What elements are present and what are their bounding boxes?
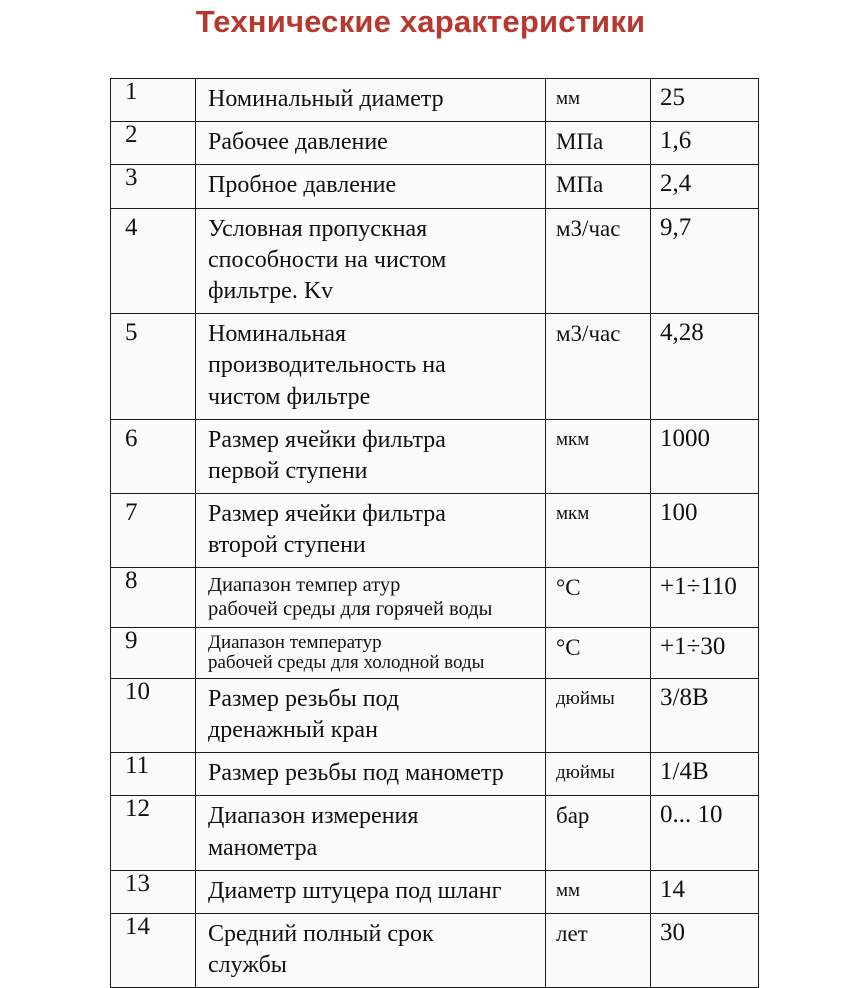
row-value: 30 — [660, 919, 685, 947]
name-line: Диапазон темпер атур — [208, 574, 401, 597]
row-number-cell — [111, 678, 196, 752]
row-value: 9,7 — [660, 213, 692, 241]
name-line: Диапазон измерения — [208, 803, 419, 830]
name-line: чистом фильтре — [208, 383, 371, 410]
row-number-cell — [111, 914, 196, 988]
row-value: 1000 — [660, 424, 710, 452]
row-unit: МПа — [556, 129, 604, 155]
row-number: 10 — [125, 677, 150, 705]
row-value-cell — [651, 419, 759, 493]
row-number: 5 — [125, 319, 138, 347]
row-value-cell — [651, 122, 759, 165]
specifications-table — [110, 78, 759, 988]
row-unit: лет — [556, 921, 588, 947]
row-unit: мм — [556, 879, 581, 901]
name-line: Пробное давление — [208, 172, 397, 199]
name-line: Размер ячейки фильтра — [208, 426, 446, 453]
row-value-cell — [651, 628, 759, 679]
name-line: манометра — [208, 834, 318, 861]
row-number-cell — [111, 628, 196, 679]
table-row — [111, 568, 759, 628]
row-number: 3 — [125, 164, 138, 192]
table-row — [111, 419, 759, 493]
row-value-cell — [651, 79, 759, 122]
row-value-cell — [651, 678, 759, 752]
row-number-cell — [111, 314, 196, 420]
row-value-cell — [651, 753, 759, 796]
table-row — [111, 314, 759, 420]
name-line: второй ступени — [208, 532, 366, 559]
row-name-cell — [196, 314, 546, 420]
name-line: способности на чистом — [208, 246, 447, 273]
row-name-cell — [196, 870, 546, 913]
name-line: дренажный кран — [208, 717, 378, 744]
row-unit-cell — [546, 753, 651, 796]
row-unit-cell — [546, 568, 651, 628]
table-row — [111, 79, 759, 122]
row-number-cell — [111, 208, 196, 314]
row-value: 25 — [660, 84, 685, 111]
name-line: Размер ячейки фильтра — [208, 501, 446, 528]
row-number: 1 — [125, 78, 138, 105]
table-row — [111, 870, 759, 913]
name-line: рабочей среды для холодной воды — [208, 651, 485, 673]
row-number-cell — [111, 870, 196, 913]
row-value: 14 — [660, 875, 685, 903]
row-unit-cell — [546, 628, 651, 679]
row-unit: дюймы — [556, 687, 615, 709]
row-number: 9 — [125, 627, 138, 655]
row-number: 7 — [125, 499, 138, 527]
row-value-cell — [651, 796, 759, 870]
row-name-cell — [196, 678, 546, 752]
name-line: производительность на — [208, 352, 446, 379]
row-name-cell — [196, 796, 546, 870]
row-unit-cell — [546, 678, 651, 752]
row-name-cell — [196, 208, 546, 314]
table-row — [111, 796, 759, 870]
row-unit-cell — [546, 79, 651, 122]
row-unit: мкм — [556, 503, 590, 525]
name-line: Условная пропускная — [208, 215, 428, 242]
row-name-cell — [196, 628, 546, 679]
row-unit: м3/час — [556, 215, 621, 241]
page-title: Технические характеристики — [195, 4, 646, 39]
row-name-cell — [196, 122, 546, 165]
table-row — [111, 494, 759, 568]
row-number: 14 — [125, 913, 150, 941]
name-line: Размер резьбы под — [208, 685, 400, 712]
name-line: Номинальная — [208, 321, 347, 348]
row-unit: бар — [556, 803, 590, 829]
name-line: фильтре. Kv — [208, 277, 334, 304]
row-number-cell — [111, 494, 196, 568]
row-number: 8 — [125, 567, 138, 595]
row-number-cell — [111, 122, 196, 165]
row-number-cell — [111, 79, 196, 122]
row-unit-cell — [546, 870, 651, 913]
table-row — [111, 753, 759, 796]
row-name-cell — [196, 79, 546, 122]
row-number-cell — [111, 165, 196, 208]
row-unit-cell — [546, 914, 651, 988]
name-line: Диаметр штуцера под шланг — [208, 877, 502, 904]
row-name-cell — [196, 494, 546, 568]
name-line: Диапазон температур — [208, 632, 382, 654]
row-value-cell — [651, 568, 759, 628]
row-value: 2,4 — [660, 170, 692, 198]
row-unit: мкм — [556, 428, 590, 450]
row-value-cell — [651, 914, 759, 988]
name-line: Размер резьбы под манометр — [208, 760, 504, 787]
specifications-table-container — [110, 78, 758, 988]
row-number-cell — [111, 753, 196, 796]
row-value: +1÷30 — [660, 633, 726, 661]
row-value-cell — [651, 870, 759, 913]
row-unit: дюймы — [556, 762, 615, 784]
row-unit-cell — [546, 796, 651, 870]
row-unit-cell — [546, 208, 651, 314]
name-line: службы — [208, 952, 287, 979]
row-name-cell — [196, 568, 546, 628]
row-number-cell — [111, 796, 196, 870]
row-number: 11 — [125, 752, 150, 780]
row-value-cell — [651, 208, 759, 314]
row-value-cell — [651, 314, 759, 420]
row-name-cell — [196, 914, 546, 988]
row-unit-cell — [546, 122, 651, 165]
row-number: 12 — [125, 795, 150, 823]
name-line: Средний полный срок — [208, 921, 434, 948]
row-value: 1,6 — [660, 127, 692, 155]
row-number: 6 — [125, 424, 138, 452]
table-row — [111, 208, 759, 314]
row-unit: °C — [556, 635, 581, 661]
row-unit-cell — [546, 419, 651, 493]
row-number: 13 — [125, 869, 150, 897]
row-value: 3/8В — [660, 683, 709, 711]
table-row — [111, 678, 759, 752]
row-number-cell — [111, 419, 196, 493]
row-number: 4 — [125, 213, 138, 241]
row-name-cell — [196, 419, 546, 493]
row-unit-cell — [546, 494, 651, 568]
row-value: +1÷110 — [660, 573, 737, 601]
row-value: 100 — [660, 499, 698, 527]
row-value: 0... 10 — [660, 801, 723, 829]
name-line: рабочей среды для горячей воды — [208, 597, 493, 620]
row-number-cell — [111, 568, 196, 628]
name-line: Рабочее давление — [208, 129, 388, 156]
table-row — [111, 165, 759, 208]
name-line: первой ступени — [208, 457, 368, 484]
table-row — [111, 122, 759, 165]
row-unit-cell — [546, 165, 651, 208]
row-value-cell — [651, 165, 759, 208]
row-unit: МПа — [556, 172, 604, 198]
row-unit: мм — [556, 88, 581, 109]
row-name-cell — [196, 165, 546, 208]
table-row — [111, 628, 759, 679]
row-number: 2 — [125, 121, 138, 149]
row-name-cell — [196, 753, 546, 796]
table-row — [111, 914, 759, 988]
row-value: 4,28 — [660, 319, 704, 347]
row-unit-cell — [546, 314, 651, 420]
row-unit: м3/час — [556, 321, 621, 347]
row-unit: °C — [556, 575, 581, 601]
row-value: 1/4В — [660, 758, 709, 786]
name-line: Номинальный диаметр — [208, 86, 444, 112]
row-value-cell — [651, 494, 759, 568]
